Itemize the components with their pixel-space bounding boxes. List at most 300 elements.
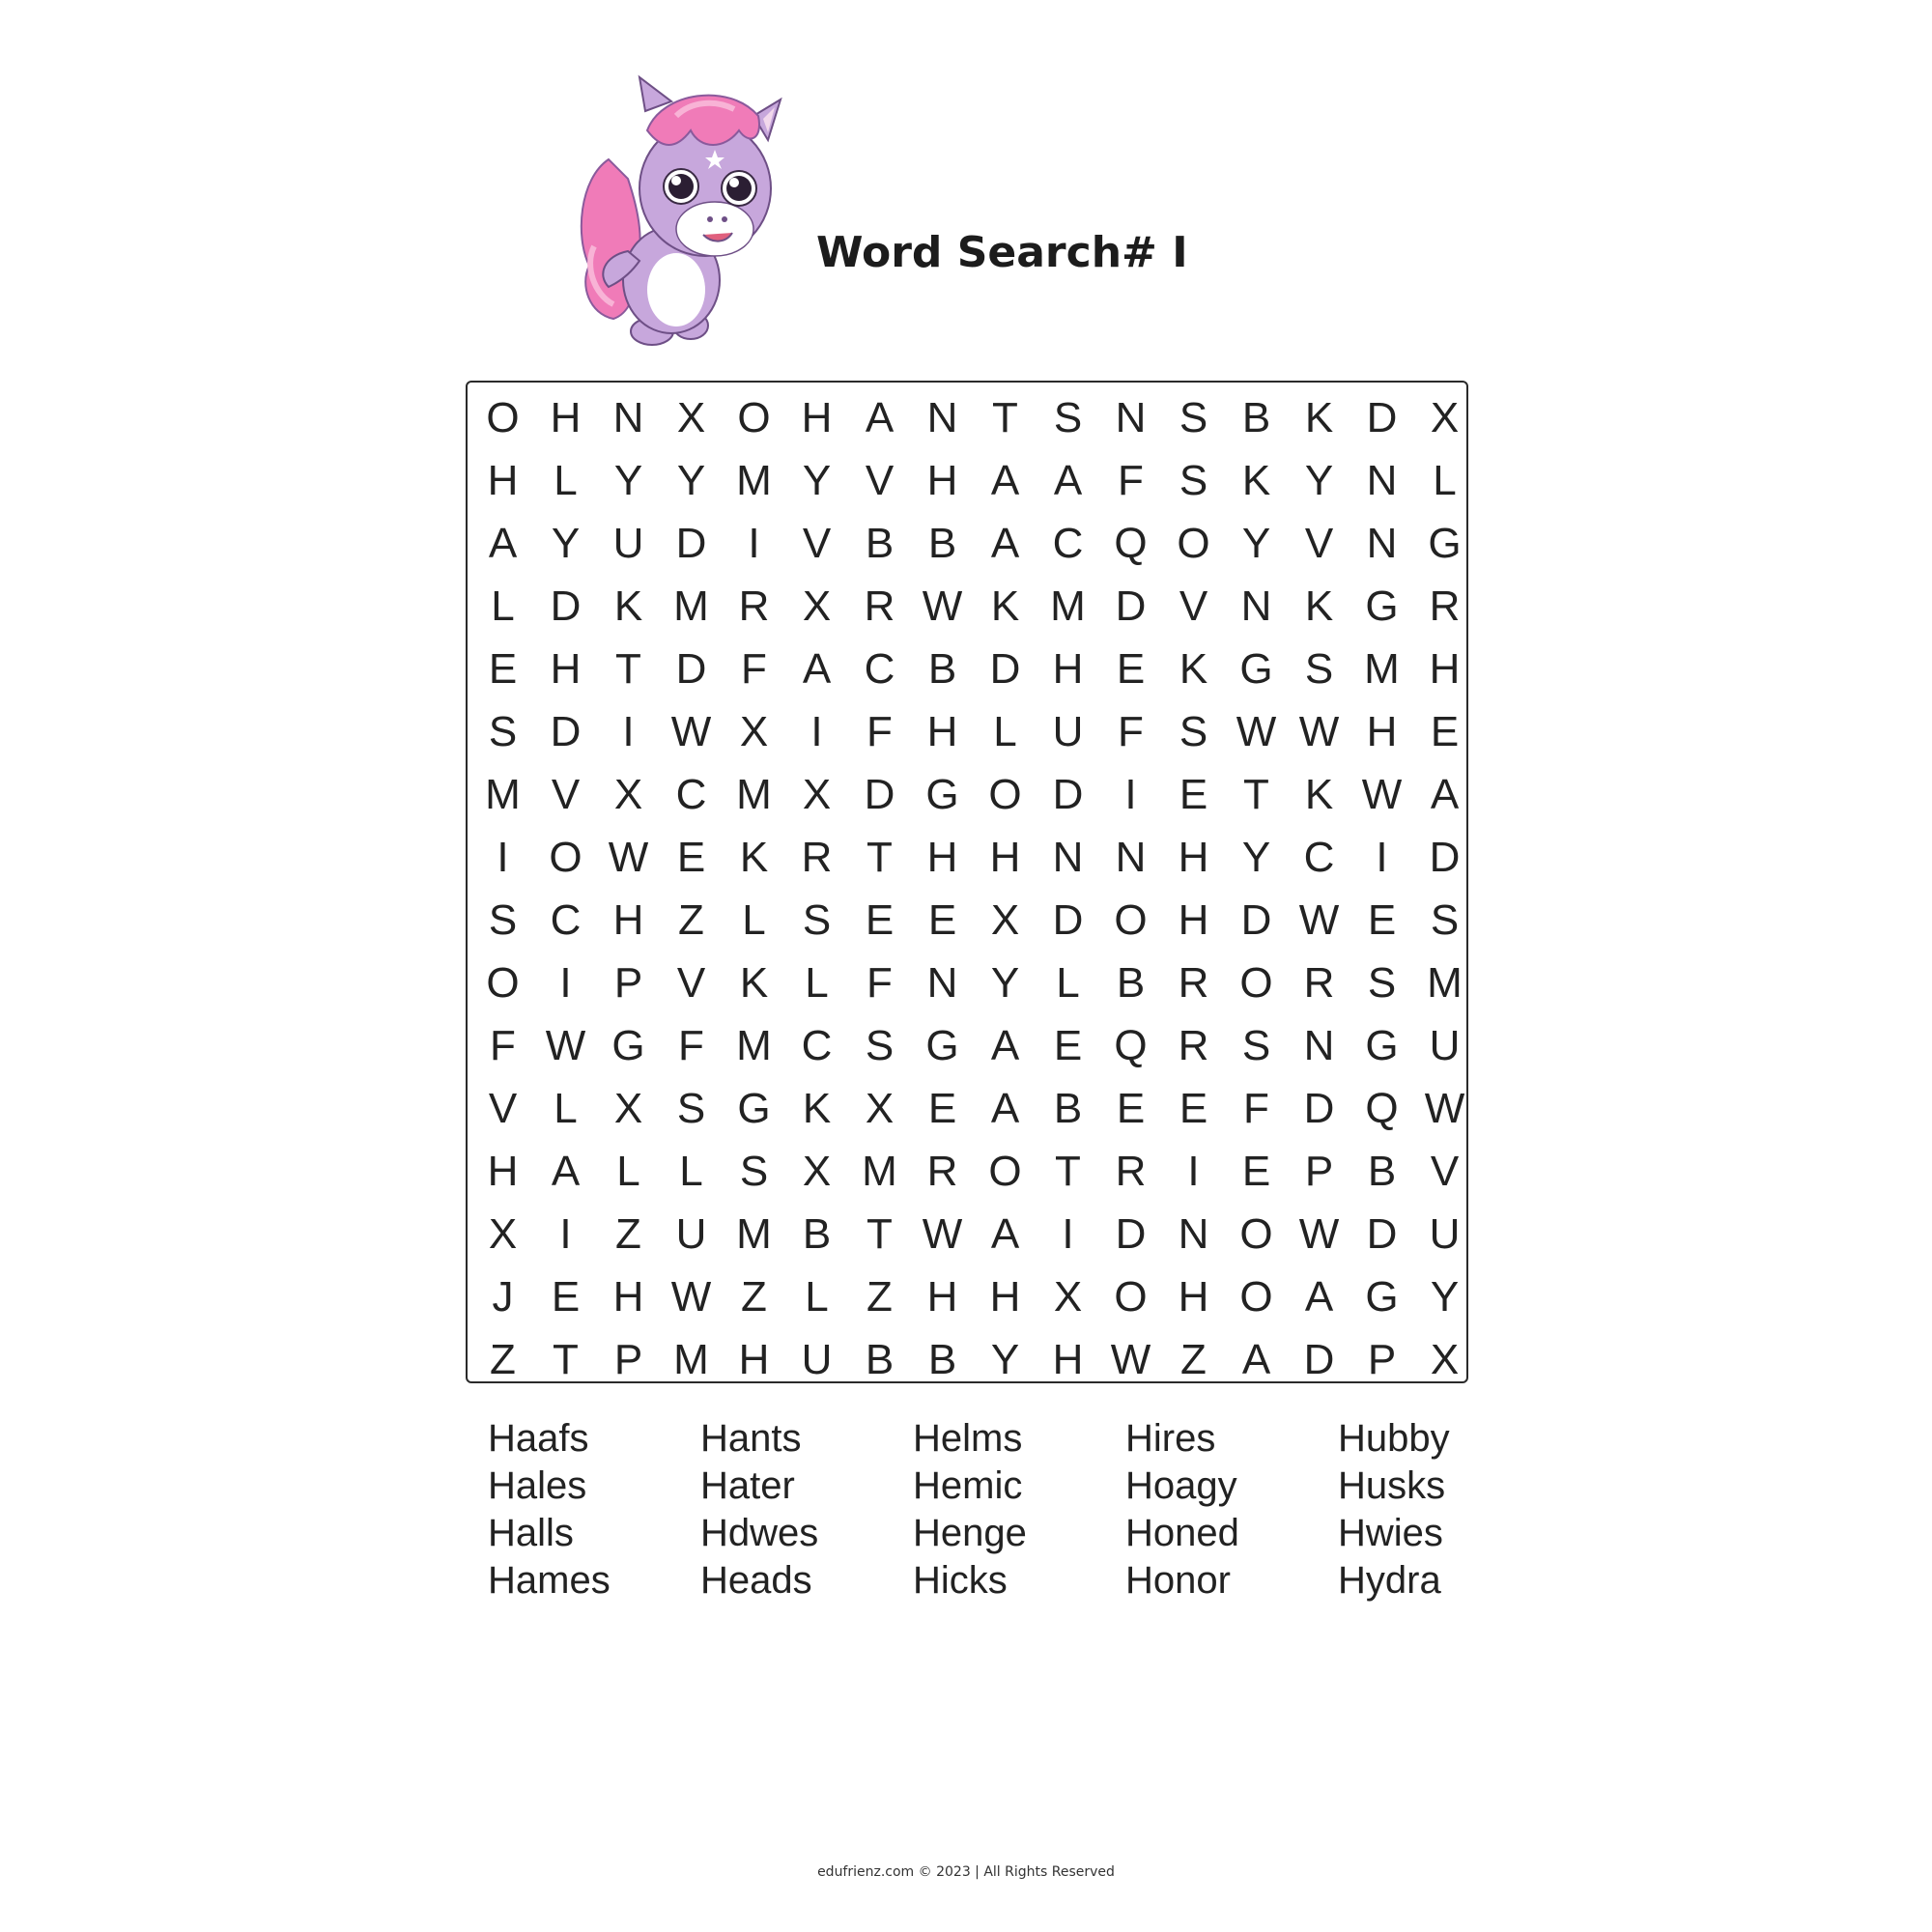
- grid-cell[interactable]: E: [1179, 1084, 1208, 1132]
- grid-cell[interactable]: D: [550, 707, 582, 755]
- grid-cell[interactable]: D: [1429, 833, 1461, 881]
- grid-cell[interactable]: X: [739, 707, 769, 755]
- grid-cell[interactable]: D: [864, 770, 895, 818]
- grid-cell[interactable]: S: [1179, 456, 1208, 504]
- grid-cell[interactable]: Y: [1430, 1272, 1460, 1321]
- grid-cell[interactable]: B: [1367, 1147, 1397, 1195]
- grid-cell[interactable]: H: [487, 1147, 519, 1195]
- word-item: Helms: [913, 1417, 1023, 1460]
- grid-cell[interactable]: U: [612, 519, 644, 567]
- grid-cell[interactable]: C: [550, 895, 582, 944]
- grid-cell[interactable]: M: [862, 1147, 897, 1195]
- grid-cell[interactable]: S: [488, 895, 518, 944]
- grid-cell[interactable]: U: [675, 1209, 707, 1258]
- grid-cell[interactable]: N: [1178, 1209, 1209, 1258]
- grid-cell[interactable]: G: [925, 1021, 959, 1069]
- grid-cell[interactable]: Z: [490, 1335, 516, 1383]
- grid-cell[interactable]: S: [488, 707, 518, 755]
- grid-cell[interactable]: X: [613, 1084, 643, 1132]
- grid-cell[interactable]: Y: [1304, 456, 1334, 504]
- word-item: Husks: [1338, 1464, 1446, 1507]
- grid-cell[interactable]: M: [736, 770, 772, 818]
- word-item: Halls: [488, 1512, 574, 1554]
- grid-cell[interactable]: H: [550, 644, 582, 693]
- grid-cell[interactable]: R: [801, 833, 833, 881]
- grid-cell[interactable]: G: [1365, 582, 1399, 630]
- grid-cell[interactable]: E: [927, 1084, 957, 1132]
- grid-cell[interactable]: X: [676, 393, 706, 441]
- word-item: Hydra: [1338, 1559, 1441, 1602]
- grid-cell[interactable]: F: [1118, 707, 1144, 755]
- word-column: [913, 1415, 1125, 1605]
- grid-row: [468, 1077, 1466, 1140]
- grid-cell[interactable]: B: [1053, 1084, 1083, 1132]
- grid-cell[interactable]: Y: [802, 456, 832, 504]
- grid-cell[interactable]: N: [612, 393, 644, 441]
- grid-cell[interactable]: I: [1187, 1147, 1200, 1195]
- grid-cell[interactable]: Y: [613, 456, 643, 504]
- grid-cell[interactable]: H: [1052, 644, 1084, 693]
- grid-cell[interactable]: S: [676, 1084, 706, 1132]
- grid-cell[interactable]: V: [1304, 519, 1334, 567]
- grid-cell[interactable]: N: [926, 958, 958, 1007]
- word-item: Hemic: [913, 1464, 1023, 1507]
- grid-cell[interactable]: R: [738, 582, 770, 630]
- grid-cell[interactable]: H: [487, 456, 519, 504]
- grid-cell[interactable]: W: [1424, 1084, 1465, 1132]
- grid-cell[interactable]: A: [990, 1209, 1020, 1258]
- grid-cell[interactable]: I: [1124, 770, 1137, 818]
- word-item: Hames: [488, 1559, 611, 1602]
- grid-cell[interactable]: D: [1366, 393, 1398, 441]
- grid-cell[interactable]: R: [1178, 958, 1209, 1007]
- grid-cell[interactable]: G: [611, 1021, 645, 1069]
- grid-cell[interactable]: H: [1366, 707, 1398, 755]
- word-item: Honed: [1125, 1512, 1239, 1554]
- grid-cell[interactable]: Q: [1114, 519, 1148, 567]
- grid-cell[interactable]: N: [1240, 582, 1272, 630]
- word-list: [488, 1415, 1570, 1608]
- grid-cell[interactable]: D: [1052, 770, 1084, 818]
- grid-cell[interactable]: P: [613, 958, 643, 1007]
- grid-cell[interactable]: E: [1053, 1021, 1083, 1069]
- grid-cell[interactable]: Z: [678, 895, 704, 944]
- grid-cell[interactable]: W: [1236, 707, 1277, 755]
- grid-cell[interactable]: B: [927, 644, 957, 693]
- grid-cell[interactable]: B: [865, 519, 895, 567]
- grid-cell[interactable]: D: [675, 519, 707, 567]
- word-column: [700, 1415, 913, 1605]
- grid-cell[interactable]: M: [1364, 644, 1400, 693]
- grid-cell[interactable]: M: [673, 1335, 709, 1383]
- grid-row: [468, 700, 1466, 763]
- grid-cell[interactable]: D: [1115, 582, 1147, 630]
- grid-cell[interactable]: L: [742, 895, 766, 944]
- grid-cell[interactable]: X: [613, 770, 643, 818]
- grid-cell[interactable]: L: [1433, 456, 1457, 504]
- grid-cell[interactable]: D: [989, 644, 1021, 693]
- grid-cell[interactable]: H: [1052, 1335, 1084, 1383]
- grid-cell[interactable]: E: [927, 895, 957, 944]
- grid-cell[interactable]: E: [1179, 770, 1208, 818]
- grid-cell[interactable]: T: [1243, 770, 1269, 818]
- grid-cell[interactable]: R: [926, 1147, 958, 1195]
- grid-cell[interactable]: Y: [990, 958, 1020, 1007]
- grid-cell[interactable]: S: [1304, 644, 1334, 693]
- grid-cell[interactable]: V: [865, 456, 895, 504]
- grid-cell[interactable]: K: [1241, 456, 1271, 504]
- grid-cell[interactable]: W: [922, 582, 963, 630]
- grid-cell[interactable]: M: [736, 1209, 772, 1258]
- word-item: Hdwes: [700, 1512, 819, 1554]
- pony-mascot-drawing: [570, 72, 802, 353]
- grid-cell[interactable]: S: [1179, 393, 1208, 441]
- grid-cell[interactable]: K: [739, 833, 769, 881]
- grid-cell[interactable]: B: [802, 1209, 832, 1258]
- grid-row: [468, 386, 1466, 449]
- grid-cell[interactable]: C: [675, 770, 707, 818]
- grid-cell[interactable]: S: [802, 895, 832, 944]
- grid-cell[interactable]: E: [1116, 1084, 1146, 1132]
- grid-row: [468, 1265, 1466, 1328]
- page-title: Word Search# I: [816, 228, 1188, 277]
- grid-cell[interactable]: G: [925, 770, 959, 818]
- grid-cell[interactable]: W: [1110, 1335, 1151, 1383]
- grid-cell[interactable]: Q: [1114, 1021, 1148, 1069]
- grid-cell[interactable]: S: [1241, 1021, 1271, 1069]
- grid-cell[interactable]: O: [486, 958, 520, 1007]
- grid-cell[interactable]: H: [989, 1272, 1021, 1321]
- grid-cell[interactable]: F: [1243, 1084, 1269, 1132]
- grid-cell[interactable]: X: [865, 1084, 895, 1132]
- grid-cell[interactable]: P: [613, 1335, 643, 1383]
- word-item: Honor: [1125, 1559, 1231, 1602]
- grid-cell[interactable]: Y: [1241, 519, 1271, 567]
- grid-cell[interactable]: F: [741, 644, 767, 693]
- grid-cell[interactable]: H: [1178, 833, 1209, 881]
- grid-cell[interactable]: T: [615, 644, 641, 693]
- grid-cell[interactable]: I: [559, 1209, 572, 1258]
- grid-cell[interactable]: A: [488, 519, 518, 567]
- grid-cell[interactable]: F: [867, 958, 893, 1007]
- word-column: [1338, 1415, 1550, 1605]
- grid-row: [468, 1203, 1466, 1265]
- grid-cell[interactable]: X: [1430, 393, 1460, 441]
- grid-cell[interactable]: A: [802, 644, 832, 693]
- grid-cell[interactable]: A: [1430, 770, 1460, 818]
- grid-cell[interactable]: V: [676, 958, 706, 1007]
- pony-mascot-icon: [570, 72, 802, 353]
- grid-cell[interactable]: S: [739, 1147, 769, 1195]
- grid-cell[interactable]: E: [488, 644, 518, 693]
- grid-cell[interactable]: I: [622, 707, 635, 755]
- grid-cell[interactable]: G: [1365, 1021, 1399, 1069]
- grid-cell[interactable]: I: [810, 707, 823, 755]
- grid-cell[interactable]: H: [926, 1272, 958, 1321]
- grid-cell[interactable]: R: [1429, 582, 1461, 630]
- word-item: Haafs: [488, 1417, 589, 1460]
- grid-cell[interactable]: U: [1429, 1209, 1461, 1258]
- grid-cell[interactable]: A: [1304, 1272, 1334, 1321]
- grid-cell[interactable]: D: [675, 644, 707, 693]
- grid-cell[interactable]: K: [1179, 644, 1208, 693]
- grid-cell[interactable]: K: [1304, 770, 1334, 818]
- grid-cell[interactable]: D: [1303, 1335, 1335, 1383]
- grid-cell[interactable]: L: [805, 958, 829, 1007]
- grid-cell[interactable]: H: [926, 707, 958, 755]
- grid-cell[interactable]: A: [551, 1147, 581, 1195]
- grid-cell[interactable]: K: [990, 582, 1020, 630]
- grid-cell[interactable]: N: [1366, 456, 1398, 504]
- grid-cell[interactable]: O: [1239, 1272, 1273, 1321]
- grid-cell[interactable]: K: [1304, 582, 1334, 630]
- grid-cell[interactable]: M: [736, 1021, 772, 1069]
- grid-cell[interactable]: L: [554, 1084, 578, 1132]
- grid-cell[interactable]: O: [1239, 1209, 1273, 1258]
- grid-cell[interactable]: W: [1298, 1209, 1340, 1258]
- grid-cell[interactable]: R: [1178, 1021, 1209, 1069]
- grid-cell[interactable]: O: [988, 1147, 1022, 1195]
- grid-cell[interactable]: T: [992, 393, 1018, 441]
- grid-cell[interactable]: D: [1366, 1209, 1398, 1258]
- grid-cell[interactable]: W: [1298, 895, 1340, 944]
- grid-cell[interactable]: E: [1241, 1147, 1271, 1195]
- grid-cell[interactable]: A: [990, 456, 1020, 504]
- grid-cell[interactable]: V: [551, 770, 581, 818]
- grid-cell[interactable]: E: [1367, 895, 1397, 944]
- grid-cell[interactable]: Y: [1241, 833, 1271, 881]
- grid-cell[interactable]: B: [927, 1335, 957, 1383]
- grid-cell[interactable]: M: [1050, 582, 1086, 630]
- grid-cell[interactable]: H: [1178, 1272, 1209, 1321]
- grid-cell[interactable]: B: [1241, 393, 1271, 441]
- grid-cell[interactable]: S: [865, 1021, 895, 1069]
- grid-cell[interactable]: X: [1053, 1272, 1083, 1321]
- grid-cell[interactable]: X: [802, 770, 832, 818]
- grid-cell[interactable]: X: [802, 582, 832, 630]
- grid-cell[interactable]: H: [550, 393, 582, 441]
- grid-cell[interactable]: V: [488, 1084, 518, 1132]
- word-item: Hicks: [913, 1559, 1008, 1602]
- word-item: Hants: [700, 1417, 802, 1460]
- grid-cell[interactable]: B: [927, 519, 957, 567]
- grid-cell[interactable]: Z: [741, 1272, 767, 1321]
- grid-cell[interactable]: D: [550, 582, 582, 630]
- grid-cell[interactable]: Y: [990, 1335, 1020, 1383]
- grid-cell[interactable]: H: [989, 833, 1021, 881]
- word-item: Hoagy: [1125, 1464, 1237, 1507]
- grid-cell[interactable]: P: [1367, 1335, 1397, 1383]
- grid-cell[interactable]: D: [1240, 895, 1272, 944]
- grid-cell[interactable]: F: [1118, 456, 1144, 504]
- grid-cell[interactable]: H: [1429, 644, 1461, 693]
- grid-cell[interactable]: Z: [867, 1272, 893, 1321]
- grid-cell[interactable]: K: [802, 1084, 832, 1132]
- grid-cell[interactable]: O: [1239, 958, 1273, 1007]
- grid-cell[interactable]: I: [497, 833, 509, 881]
- grid-cell[interactable]: G: [1428, 519, 1462, 567]
- grid-cell[interactable]: I: [748, 519, 760, 567]
- grid-cell[interactable]: K: [613, 582, 643, 630]
- grid-cell[interactable]: K: [1304, 393, 1334, 441]
- word-column: [1125, 1415, 1338, 1605]
- grid-cell[interactable]: F: [867, 707, 893, 755]
- grid-cell[interactable]: M: [736, 456, 772, 504]
- grid-cell[interactable]: P: [1304, 1147, 1334, 1195]
- grid-cell[interactable]: N: [1115, 833, 1147, 881]
- grid-cell[interactable]: A: [990, 1084, 1020, 1132]
- grid-cell[interactable]: H: [1178, 895, 1209, 944]
- grid-cell[interactable]: H: [612, 1272, 644, 1321]
- grid-cell[interactable]: W: [670, 1272, 712, 1321]
- grid-cell[interactable]: H: [926, 456, 958, 504]
- grid-cell[interactable]: W: [608, 833, 649, 881]
- grid-cell[interactable]: W: [670, 707, 712, 755]
- grid-cell[interactable]: L: [993, 707, 1017, 755]
- grid-cell[interactable]: W: [922, 1209, 963, 1258]
- grid-cell[interactable]: K: [739, 958, 769, 1007]
- grid-cell[interactable]: L: [805, 1272, 829, 1321]
- grid-cell[interactable]: S: [1053, 393, 1083, 441]
- grid-cell[interactable]: T: [867, 833, 893, 881]
- word-item: Hubby: [1338, 1417, 1450, 1460]
- grid-cell[interactable]: R: [1115, 1147, 1147, 1195]
- grid-cell[interactable]: B: [865, 1335, 895, 1383]
- grid-cell[interactable]: H: [926, 833, 958, 881]
- grid-cell[interactable]: A: [1053, 456, 1083, 504]
- grid-cell[interactable]: M: [1427, 958, 1463, 1007]
- grid-cell[interactable]: C: [801, 1021, 833, 1069]
- grid-cell[interactable]: W: [1361, 770, 1403, 818]
- grid-cell[interactable]: G: [737, 1084, 771, 1132]
- grid-cell[interactable]: E: [865, 895, 895, 944]
- grid-cell[interactable]: O: [1177, 519, 1210, 567]
- grid-cell[interactable]: Z: [1180, 1335, 1207, 1383]
- grid-cell[interactable]: C: [1052, 519, 1084, 567]
- grid-cell[interactable]: B: [1116, 958, 1146, 1007]
- grid-cell[interactable]: A: [865, 393, 895, 441]
- grid-cell[interactable]: T: [553, 1335, 579, 1383]
- grid-cell[interactable]: S: [1430, 895, 1460, 944]
- grid-row: [468, 1328, 1466, 1391]
- grid-cell[interactable]: N: [1366, 519, 1398, 567]
- grid-row: [468, 763, 1466, 826]
- grid-cell[interactable]: L: [491, 582, 515, 630]
- grid-cell[interactable]: D: [1052, 895, 1084, 944]
- grid-cell[interactable]: L: [616, 1147, 640, 1195]
- grid-cell[interactable]: G: [1239, 644, 1273, 693]
- grid-cell[interactable]: X: [802, 1147, 832, 1195]
- grid-cell[interactable]: U: [801, 1335, 833, 1383]
- grid-row: [468, 1014, 1466, 1077]
- grid-cell[interactable]: O: [549, 833, 582, 881]
- grid-cell[interactable]: L: [679, 1147, 703, 1195]
- word-item: Hires: [1125, 1417, 1216, 1460]
- grid-cell[interactable]: I: [1376, 833, 1388, 881]
- grid-cell[interactable]: X: [1430, 1335, 1460, 1383]
- grid-cell[interactable]: L: [554, 456, 578, 504]
- grid-cell[interactable]: Z: [615, 1209, 641, 1258]
- grid-cell[interactable]: A: [990, 1021, 1020, 1069]
- grid-cell[interactable]: T: [867, 1209, 893, 1258]
- grid-cell[interactable]: X: [990, 895, 1020, 944]
- grid-row: [468, 889, 1466, 952]
- grid-cell[interactable]: A: [1241, 1335, 1271, 1383]
- grid-cell[interactable]: M: [485, 770, 521, 818]
- grid-cell[interactable]: N: [926, 393, 958, 441]
- grid-row: [468, 638, 1466, 700]
- grid-cell[interactable]: R: [1303, 958, 1335, 1007]
- grid-cell[interactable]: V: [1179, 582, 1208, 630]
- grid-cell[interactable]: N: [1052, 833, 1084, 881]
- grid-row: [468, 952, 1466, 1014]
- grid-cell[interactable]: M: [673, 582, 709, 630]
- grid-cell[interactable]: O: [988, 770, 1022, 818]
- grid-cell[interactable]: I: [559, 958, 572, 1007]
- grid-cell[interactable]: L: [1056, 958, 1080, 1007]
- grid-cell[interactable]: O: [737, 393, 771, 441]
- grid-cell[interactable]: J: [492, 1272, 514, 1321]
- grid-cell[interactable]: X: [488, 1209, 518, 1258]
- grid-cell[interactable]: V: [1430, 1147, 1460, 1195]
- grid-cell[interactable]: U: [1052, 707, 1084, 755]
- grid-row: [468, 512, 1466, 575]
- grid-cell[interactable]: H: [801, 393, 833, 441]
- grid-cell[interactable]: I: [1062, 1209, 1074, 1258]
- grid-cell[interactable]: Q: [1365, 1084, 1399, 1132]
- grid-cell[interactable]: C: [1303, 833, 1335, 881]
- grid-cell[interactable]: N: [1115, 393, 1147, 441]
- grid-cell[interactable]: H: [612, 895, 644, 944]
- grid-cell[interactable]: O: [1114, 895, 1148, 944]
- footer-copyright: edufrienz.com © 2023 | All Rights Reserved: [817, 1864, 1115, 1880]
- grid-cell[interactable]: E: [551, 1272, 581, 1321]
- grid-row: [468, 575, 1466, 638]
- grid-cell[interactable]: R: [864, 582, 895, 630]
- word-item: Hales: [488, 1464, 587, 1507]
- word-item: Hater: [700, 1464, 795, 1507]
- grid-cell[interactable]: W: [545, 1021, 586, 1069]
- grid-cell[interactable]: O: [486, 393, 520, 441]
- grid-cell[interactable]: S: [1367, 958, 1397, 1007]
- grid-cell[interactable]: E: [1116, 644, 1146, 693]
- word-item: Heads: [700, 1559, 812, 1602]
- grid-cell[interactable]: E: [676, 833, 706, 881]
- grid-cell[interactable]: W: [1298, 707, 1340, 755]
- grid-cell[interactable]: F: [678, 1021, 704, 1069]
- grid-cell[interactable]: C: [864, 644, 895, 693]
- grid-cell[interactable]: U: [1429, 1021, 1461, 1069]
- grid-cell[interactable]: F: [490, 1021, 516, 1069]
- grid-cell[interactable]: S: [1179, 707, 1208, 755]
- word-column: [488, 1415, 700, 1605]
- grid-cell[interactable]: Y: [551, 519, 581, 567]
- grid-cell[interactable]: A: [990, 519, 1020, 567]
- grid-cell[interactable]: G: [1365, 1272, 1399, 1321]
- grid-cell[interactable]: D: [1115, 1209, 1147, 1258]
- grid-cell[interactable]: O: [1114, 1272, 1148, 1321]
- grid-cell[interactable]: N: [1303, 1021, 1335, 1069]
- grid-cell[interactable]: Y: [676, 456, 706, 504]
- grid-cell[interactable]: T: [1055, 1147, 1081, 1195]
- letter-grid: [468, 383, 1466, 1381]
- grid-cell[interactable]: D: [1303, 1084, 1335, 1132]
- grid-row: [468, 449, 1466, 512]
- grid-row: [468, 1140, 1466, 1203]
- grid-cell[interactable]: V: [802, 519, 832, 567]
- grid-cell[interactable]: H: [738, 1335, 770, 1383]
- grid-cell[interactable]: E: [1430, 707, 1460, 755]
